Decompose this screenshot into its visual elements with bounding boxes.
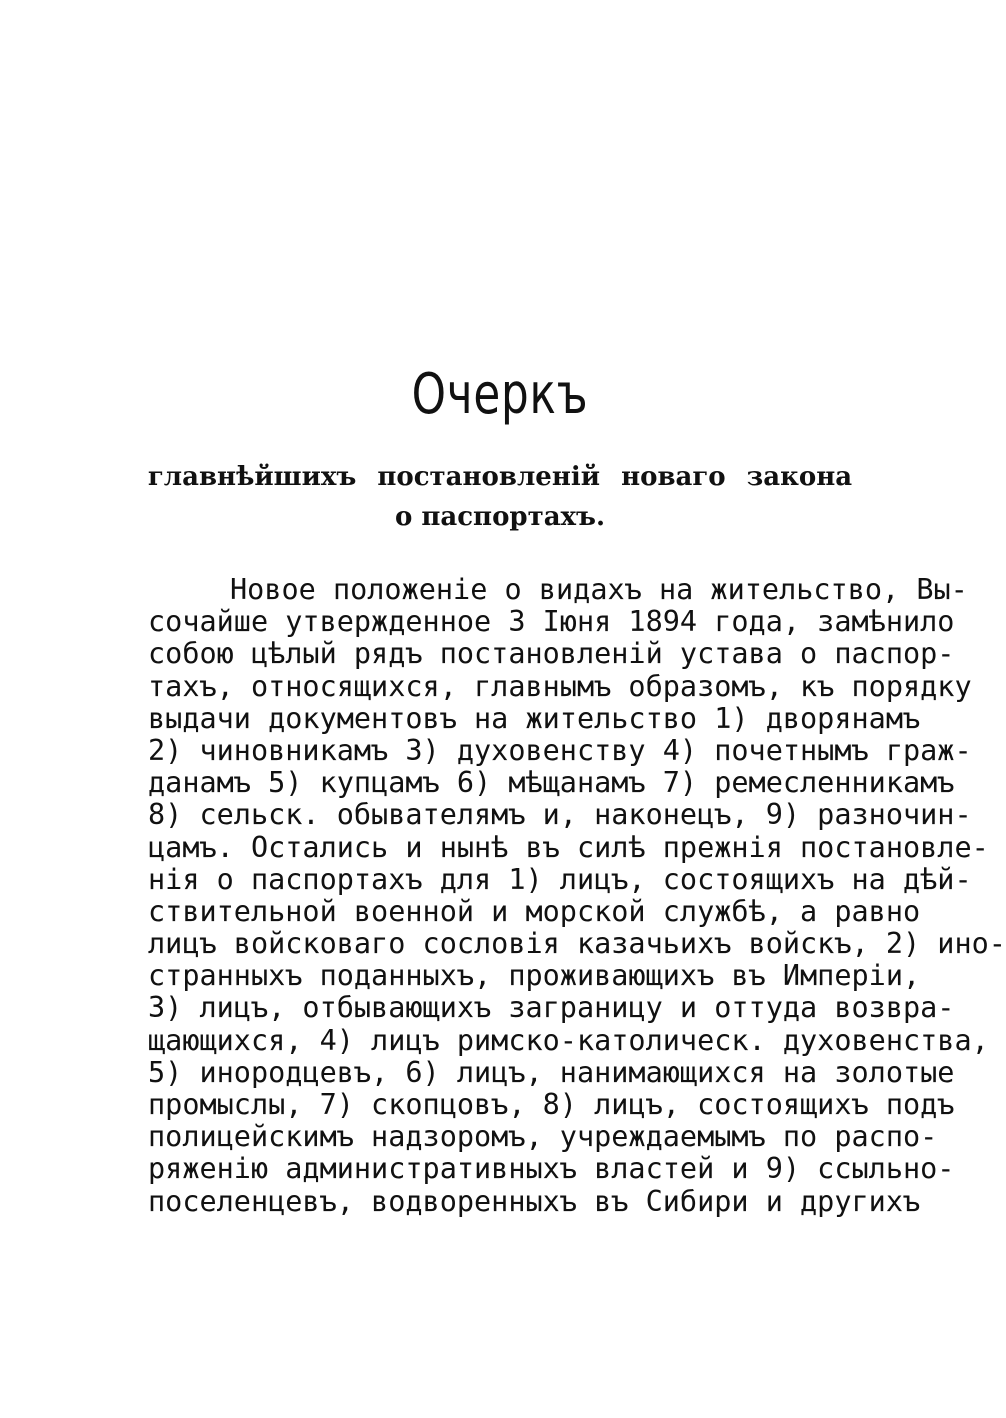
text-line: выдачи документовъ на жительство 1) дворянамъ (148, 701, 921, 735)
text-line: поселенцевъ, водворенныхъ въ Сибири и другихъ (148, 1184, 921, 1218)
text-line: сочайше утвержденное 3 Іюня 1894 года, замѣнило (148, 605, 955, 639)
subtitle-line: главнѣйшихъ постановленій новаго закона (147, 462, 853, 492)
text-line: данамъ 5) купцамъ 6) мѣщанамъ 7) ремесленникамъ (148, 766, 955, 800)
text-line: ствительной военной и морской службѣ, а равно (148, 894, 921, 928)
text-line: 2) чиновникамъ 3) духовенству 4) почетнымъ граж- (148, 733, 972, 767)
text-line: щающихся, 4) лицъ римско-католическ. духовенства, (148, 1023, 989, 1057)
text-line: цамъ. Остались и нынѣ въ силѣ прежнія постановле- (148, 830, 989, 864)
page-title: Очеркъ (411, 362, 589, 427)
text-line: 5) инородцевъ, 6) лицъ, нанимающихся на золотые (148, 1055, 955, 1089)
text-line: 8) сельск. обывателямъ и, наконецъ, 9) разночин- (148, 798, 972, 832)
text-line: собою цѣлый рядъ постановленій устава о паспор- (148, 637, 955, 671)
body-text (148, 573, 1006, 1218)
text-line: странныхъ поданныхъ, проживающихъ въ Имперіи, (148, 959, 921, 993)
text-line: промыслы, 7) скопцовъ, 8) лицъ, состоящихъ подъ (148, 1088, 955, 1121)
text-line: тахъ, относящихся, главнымъ образомъ, къ порядку (148, 669, 972, 703)
text-line: Новое положеніе о видахъ на жительство, Вы- (230, 573, 968, 606)
subtitle-line: о паспортахъ. (394, 502, 606, 532)
text-line: 3) лицъ, отбывающихъ заграницу и оттуда возвра- (148, 991, 955, 1025)
text-line: ряженію административныхъ властей и 9) ссыльно- (148, 1152, 955, 1186)
text-line: полицейскимъ надзоромъ, учреждаемымъ по распо- (148, 1120, 938, 1154)
text-line: лицъ войсковаго сословія казачьихъ войскъ, 2) ино- (148, 927, 1006, 961)
text-line: нія о паспортахъ для 1) лицъ, состоящихъ на дѣй- (148, 862, 972, 896)
